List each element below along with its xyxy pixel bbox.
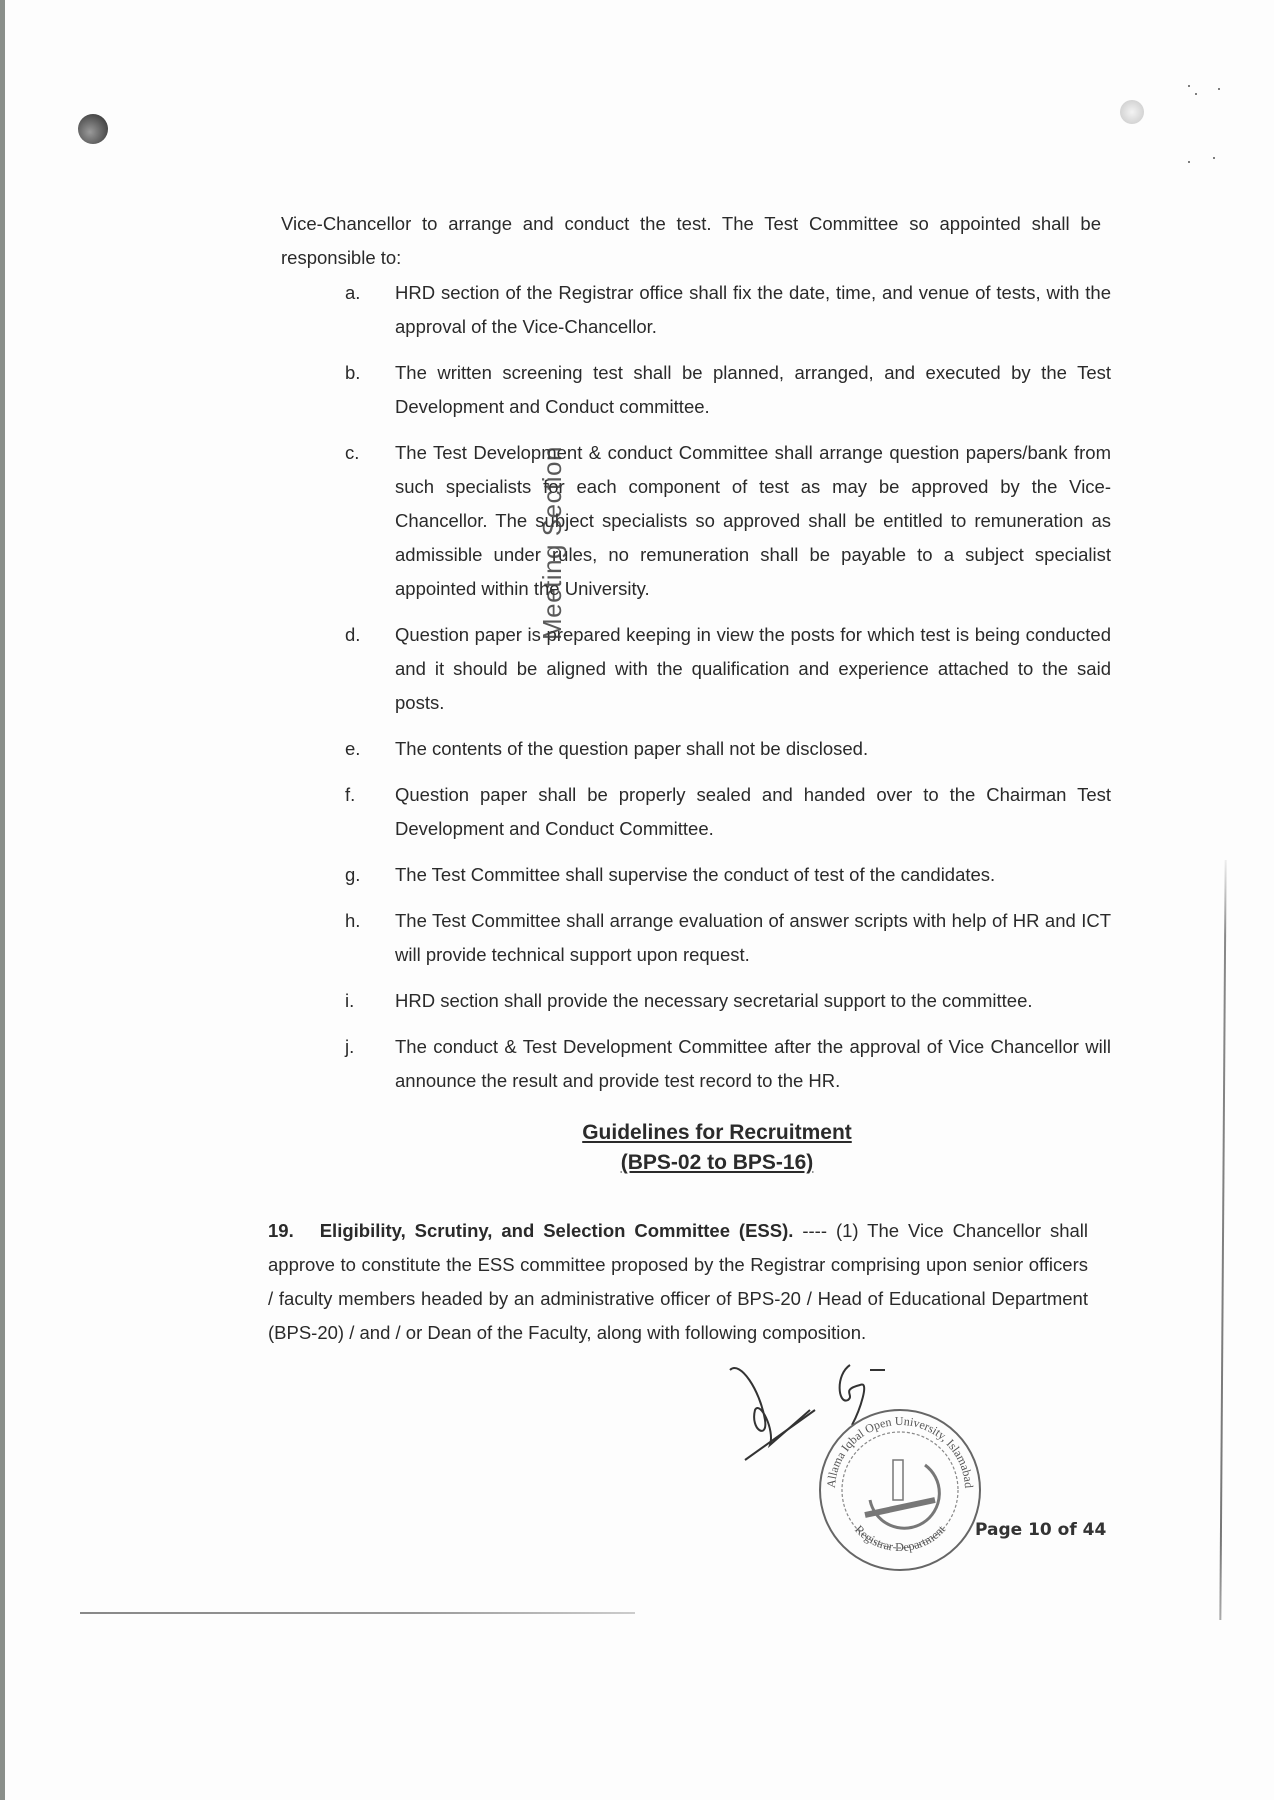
list-marker: h. — [345, 910, 361, 931]
list-marker: a. — [345, 282, 361, 303]
list-item-text: The Test Committee shall arrange evaluation of answer scripts with help of HR and ICT will provide technical support upon request. — [395, 910, 1111, 965]
section-heading — [0, 1118, 1274, 1178]
list-item-text: The Test Development & conduct Committee shall arrange question papers/bank from such specialists for each component of test as may be approved by the Vice-Chancellor. The subject specialists so approved shall be entitled to remuneration as admissible under rules, no remuneration shall be payable to a subject specialist appointed within the University. — [395, 442, 1111, 599]
watermark-stamp: Meeting Section — [537, 446, 567, 640]
intro-paragraph — [281, 207, 1101, 275]
section-body: ---- (1) The Vice Chancellor shall approve to constitute the ESS committee proposed by the Registrar comprising upon senior officers / faculty members headed by an administrative officer of BPS-20 / Head of Educational Department (BPS-20) / and / or Dean of the Faculty, along with following composition. — [268, 1220, 1088, 1343]
university-seal-icon — [815, 1405, 985, 1575]
list-marker: b. — [345, 362, 361, 383]
list-item — [281, 858, 1111, 892]
section-number: 19. — [268, 1220, 294, 1241]
section-19-paragraph — [268, 1214, 1088, 1350]
punch-hole-right — [1120, 100, 1144, 124]
list-item — [281, 904, 1111, 972]
list-item-text: The contents of the question paper shall not be disclosed. — [395, 738, 869, 759]
svg-text:Allama Iqbal Open University, — [824, 1414, 976, 1489]
scan-speck — [1188, 161, 1190, 163]
list-item-text: The Test Committee shall supervise the conduct of test of the candidates. — [395, 864, 996, 885]
punch-hole — [78, 114, 108, 144]
footer-rule — [80, 1612, 635, 1614]
responsibilities-list — [281, 276, 1111, 1110]
heading-line-1: Guidelines for Recruitment — [582, 1121, 852, 1144]
seal-bottom-text: Registrar Department — [852, 1522, 948, 1555]
list-item-text: HRD section shall provide the necessary secretarial support to the committee. — [395, 990, 1033, 1011]
scan-speck — [1188, 85, 1190, 87]
scan-speck — [1195, 93, 1197, 95]
list-item — [281, 1030, 1111, 1098]
list-item — [281, 618, 1111, 720]
list-marker: g. — [345, 864, 361, 885]
list-item-text: The conduct & Test Development Committee after the approval of Vice Chancellor will announce the result and provide test record to the HR. — [395, 1036, 1111, 1091]
list-marker: j. — [345, 1036, 355, 1057]
list-item — [281, 436, 1111, 606]
intro-line-1: Vice-Chancellor to arrange and conduct the test. The Test Committee so appointed shall be — [281, 213, 1101, 234]
list-item — [281, 276, 1111, 344]
list-item-text: Question paper is prepared keeping in view the posts for which test is being conducted and it should be aligned with the qualification and experience attached to the said posts. — [395, 624, 1111, 713]
heading-line-2: (BPS-02 to BPS-16) — [620, 1151, 814, 1174]
scan-fold-line — [1219, 860, 1226, 1620]
list-marker: d. — [345, 624, 361, 645]
list-marker: f. — [345, 784, 356, 805]
list-item — [281, 356, 1111, 424]
seal-top-text: Allama Iqbal Open University, Islamabad — [823, 1413, 977, 1489]
list-item-text: The written screening test shall be planned, arranged, and executed by the Test Development and Conduct committee. — [395, 362, 1111, 417]
list-item — [281, 778, 1111, 846]
scan-left-edge — [0, 0, 5, 1800]
scan-speck — [1213, 157, 1215, 159]
list-item-text: Question paper shall be properly sealed and handed over to the Chairman Test Development and Conduct Committee. — [395, 784, 1111, 839]
list-item — [281, 984, 1111, 1018]
page-number: Page 10 of 44 — [975, 1520, 1107, 1540]
scan-speck — [1218, 88, 1220, 90]
list-marker: c. — [345, 442, 360, 463]
list-marker: i. — [345, 990, 355, 1011]
intro-line-2: responsible to: — [281, 247, 402, 268]
list-item-text: HRD section of the Registrar office shall fix the date, time, and venue of tests, with the approval of the Vice-Chancellor. — [395, 282, 1111, 337]
list-item — [281, 732, 1111, 766]
list-marker: e. — [345, 738, 361, 759]
section-title: Eligibility, Scrutiny, and Selection Committee (ESS). — [319, 1220, 794, 1241]
